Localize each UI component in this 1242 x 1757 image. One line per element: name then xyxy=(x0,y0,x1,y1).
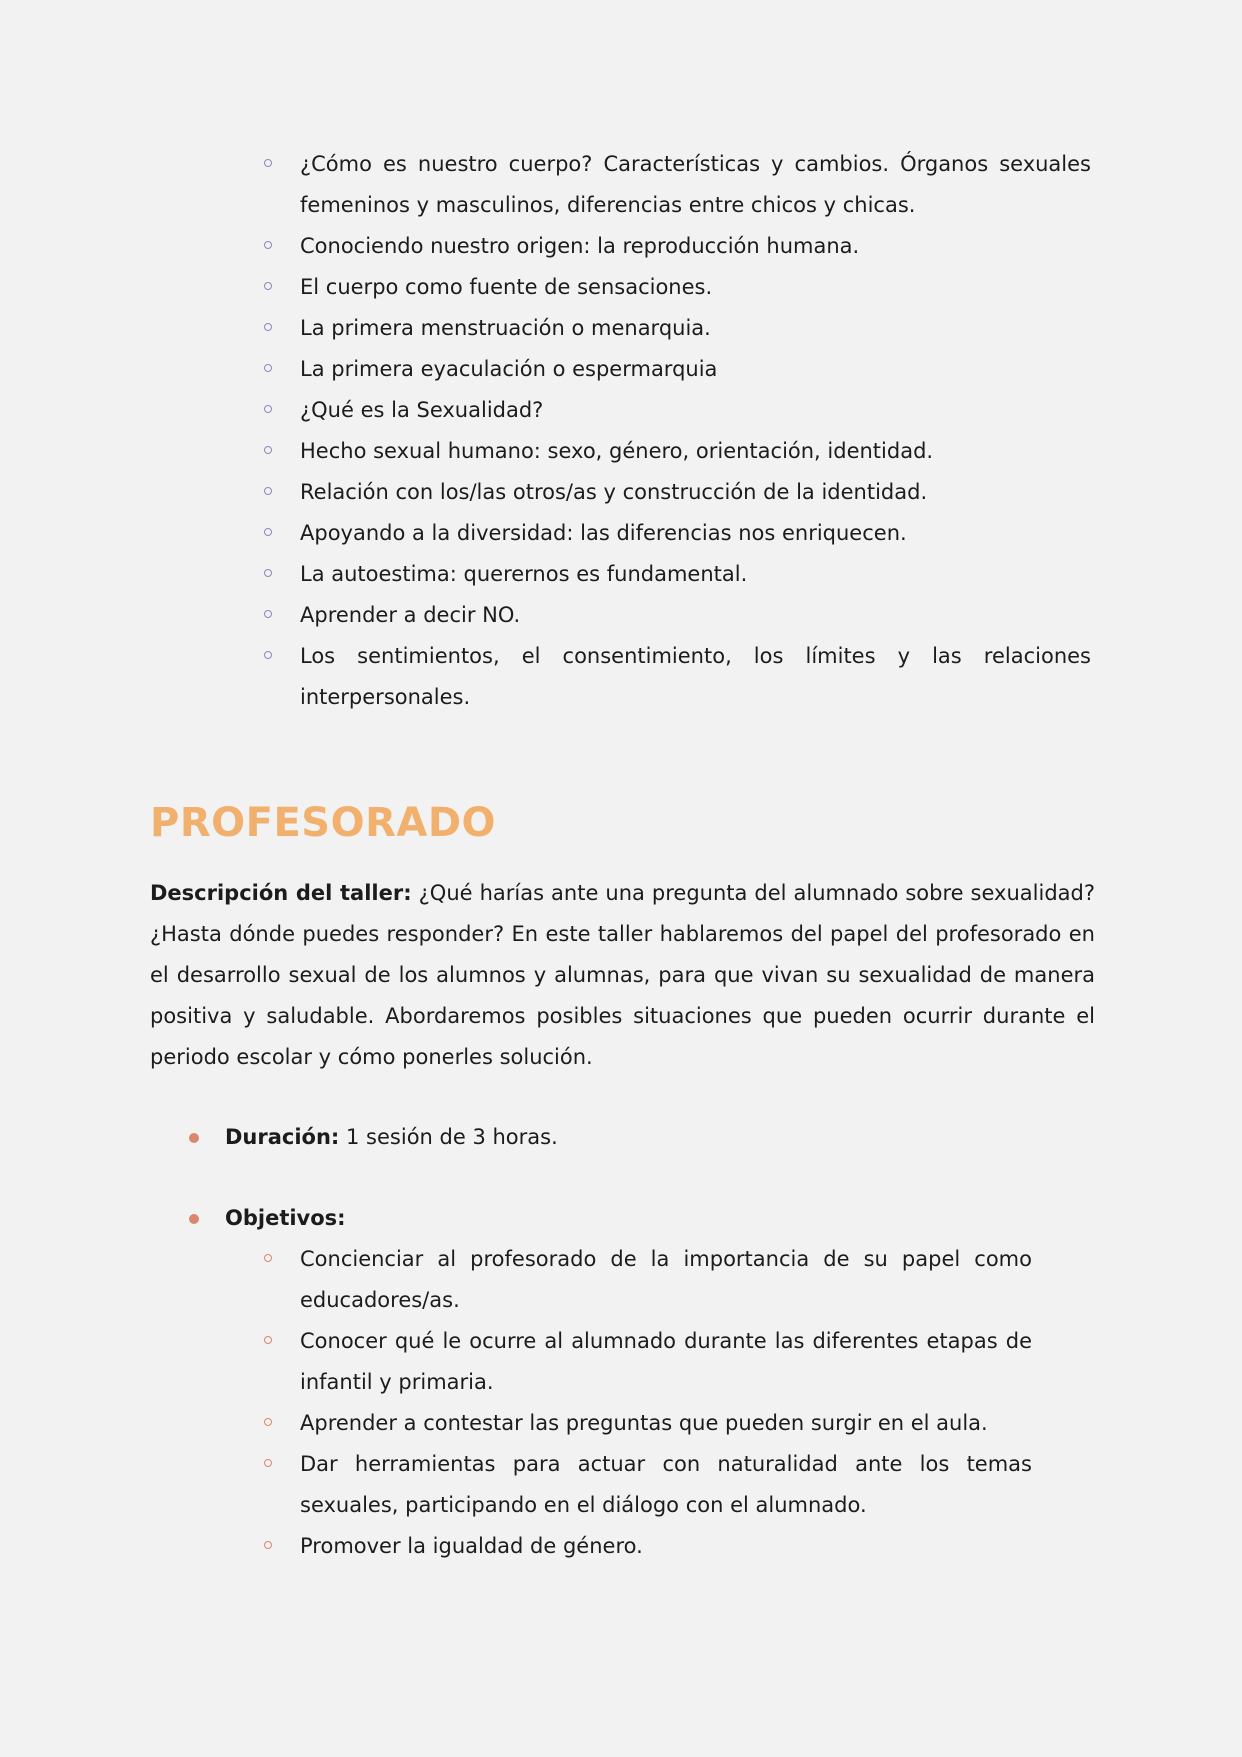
list-item: ¿Cómo es nuestro cuerpo? Características y cambios. Órganos sexuales femeninos y masculinos, diferencias entre chicos y chicas. xyxy=(264,144,1091,226)
hollow-bullet-icon xyxy=(264,282,272,290)
list-item: Apoyando a la diversidad: las diferencias nos enriquecen. xyxy=(264,513,1091,554)
hollow-bullet-icon xyxy=(264,159,272,167)
hollow-bullet-icon xyxy=(264,323,272,331)
hollow-bullet-icon xyxy=(264,487,272,495)
hollow-bullet-icon xyxy=(264,1541,272,1549)
objectives-list xyxy=(264,1239,1032,1567)
list-item: La primera eyaculación o espermarquia xyxy=(264,349,1091,390)
list-item: La primera menstruación o menarquia. xyxy=(264,308,1091,349)
bullet-dot-icon xyxy=(189,1214,199,1224)
workshop-description xyxy=(150,873,1095,1078)
objectives-label: Objetivos: xyxy=(225,1206,346,1230)
hollow-bullet-icon xyxy=(264,610,272,618)
list-item: Promover la igualdad de género. xyxy=(264,1526,1032,1567)
list-item: Aprender a decir NO. xyxy=(264,595,1091,636)
list-item: Hecho sexual humano: sexo, género, orientación, identidad. xyxy=(264,431,1091,472)
hollow-bullet-icon xyxy=(264,446,272,454)
list-item: Concienciar al profesorado de la importancia de su papel como educadores/as. xyxy=(264,1239,1032,1321)
duration-value: 1 sesión de 3 horas. xyxy=(339,1125,558,1149)
description-label: Descripción del taller: xyxy=(150,881,412,905)
duration-item xyxy=(189,1117,558,1158)
objectives-item xyxy=(189,1198,346,1239)
list-item: La autoestima: querernos es fundamental. xyxy=(264,554,1091,595)
hollow-bullet-icon xyxy=(264,569,272,577)
list-item: ¿Qué es la Sexualidad? xyxy=(264,390,1091,431)
hollow-bullet-icon xyxy=(264,1459,272,1467)
list-item: Relación con los/las otros/as y construcción de la identidad. xyxy=(264,472,1091,513)
hollow-bullet-icon xyxy=(264,241,272,249)
topics-list xyxy=(264,144,1091,718)
list-item: Aprender a contestar las preguntas que pueden surgir en el aula. xyxy=(264,1403,1032,1444)
hollow-bullet-icon xyxy=(264,405,272,413)
hollow-bullet-icon xyxy=(264,1418,272,1426)
list-item: Dar herramientas para actuar con naturalidad ante los temas sexuales, participando en el diálogo con el alumnado. xyxy=(264,1444,1032,1526)
hollow-bullet-icon xyxy=(264,651,272,659)
hollow-bullet-icon xyxy=(264,1336,272,1344)
hollow-bullet-icon xyxy=(264,364,272,372)
bullet-dot-icon xyxy=(189,1133,199,1143)
list-item: El cuerpo como fuente de sensaciones. xyxy=(264,267,1091,308)
list-item: Conocer qué le ocurre al alumnado durante las diferentes etapas de infantil y primaria. xyxy=(264,1321,1032,1403)
section-title: PROFESORADO xyxy=(150,800,497,846)
duration-label: Duración: xyxy=(225,1125,340,1149)
list-item: Los sentimientos, el consentimiento, los límites y las relaciones interpersonales. xyxy=(264,636,1091,718)
list-item: Conociendo nuestro origen: la reproducción humana. xyxy=(264,226,1091,267)
description-text: ¿Qué harías ante una pregunta del alumnado sobre sexualidad? ¿Hasta dónde puedes responder? En este taller hablaremos del papel del profesorado en el desarrollo sexual de los alumnos y alumnas, para que vivan su sexualidad de manera positiva y saludable. Abordaremos posibles situaciones que pueden ocurrir durante el periodo escolar y cómo ponerles solución. xyxy=(150,881,1096,1069)
hollow-bullet-icon xyxy=(264,528,272,536)
hollow-bullet-icon xyxy=(264,1254,272,1262)
